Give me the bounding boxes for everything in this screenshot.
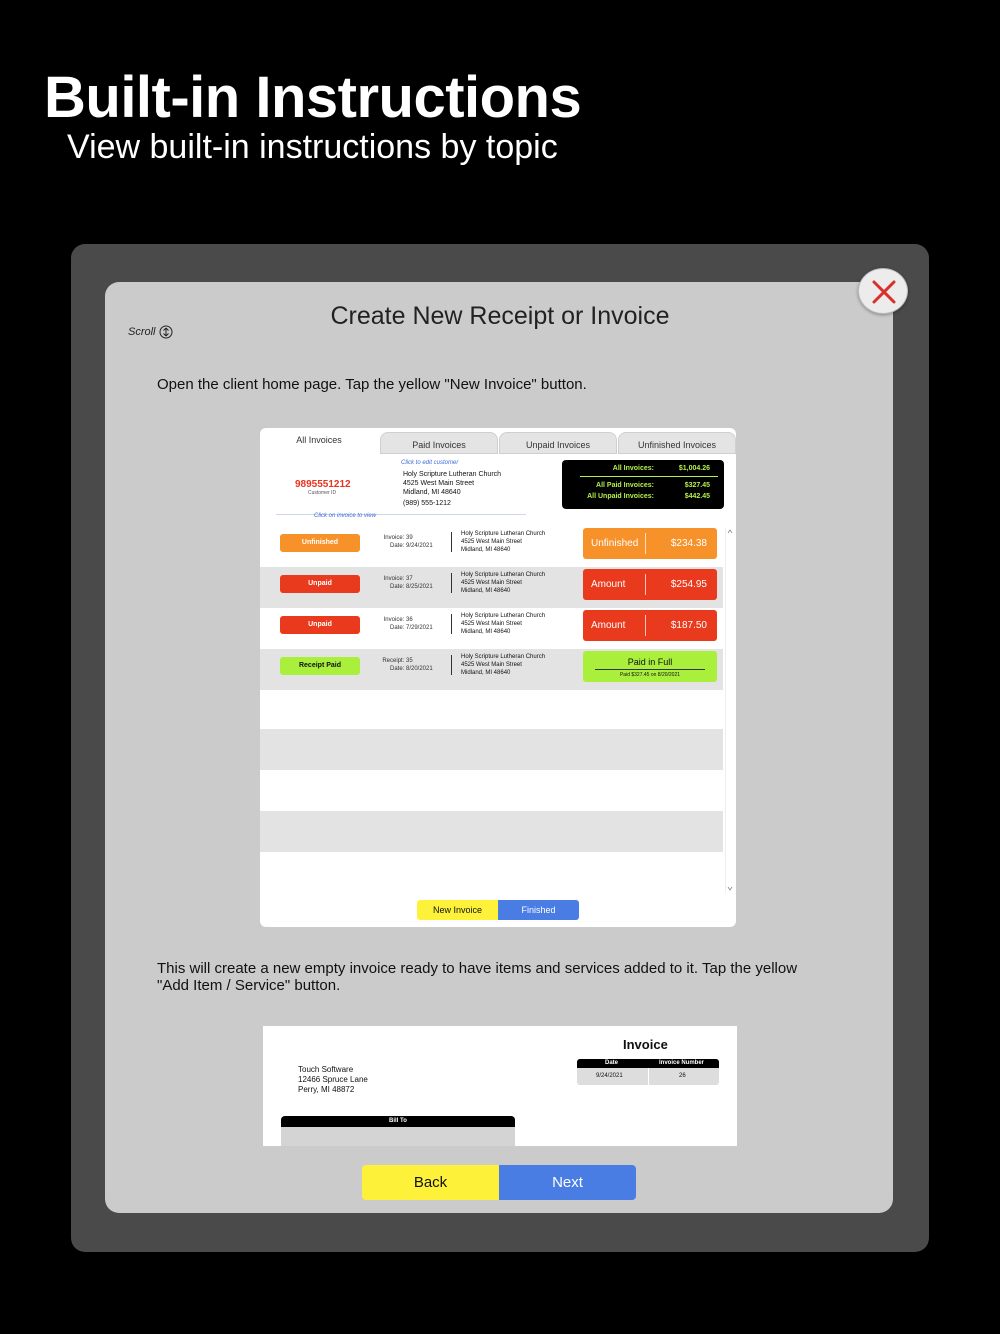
edit-customer-hint: Click to edit customer <box>401 460 459 466</box>
empty-row <box>260 690 723 731</box>
invoice-row[interactable] <box>260 526 723 567</box>
invoice-number-header: Invoice Number <box>659 1060 705 1066</box>
amount-box <box>583 651 717 682</box>
tab-paid-invoices[interactable]: Paid Invoices <box>380 432 498 454</box>
empty-row <box>260 811 723 852</box>
sender-street: 12466 Spruce Lane <box>298 1075 368 1084</box>
summary-label: All Paid Invoices: <box>596 482 654 489</box>
status-badge: Receipt Paid <box>280 657 360 675</box>
summary-divider <box>580 476 718 477</box>
tab-unpaid-invoices[interactable]: Unpaid Invoices <box>499 432 617 454</box>
customer-phone: (989) 555-1212 <box>403 500 451 507</box>
paid-date-label: Paid $327.45 on 8/20/2021 <box>619 672 681 678</box>
invoice-date[interactable]: 9/24/2021 <box>596 1073 623 1079</box>
new-invoice-button[interactable]: New Invoice <box>417 900 498 920</box>
row-address: Holy Scripture Lutheran Church 4525 West Main Street Midland, MI 48640 <box>461 654 546 676</box>
divider <box>648 1068 649 1085</box>
client-action-buttons <box>417 900 579 920</box>
status-badge: Unpaid <box>280 575 360 593</box>
invoice-meta: Invoice: 36 Date: 7/29/2021 <box>383 617 433 631</box>
empty-row <box>260 770 723 811</box>
customer-city: Midland, MI 48640 <box>403 489 461 496</box>
summary-label: All Unpaid Invoices: <box>587 493 654 500</box>
bill-to-header: Bill To <box>281 1116 515 1127</box>
status-badge: Unfinished <box>280 534 360 552</box>
invoice-meta: Receipt: 35 Date: 8/20/2021 <box>382 658 433 672</box>
row-address: Holy Scripture Lutheran Church 4525 West Main Street Midland, MI 48640 <box>461 613 546 635</box>
invoice-meta: Invoice: 39 Date: 9/24/2021 <box>383 535 433 549</box>
scroll-arrows-icon <box>726 528 734 893</box>
summary-label: All Invoices: <box>612 465 654 472</box>
paid-in-full-label: Paid in Full <box>627 657 673 667</box>
next-button[interactable]: Next <box>499 1165 636 1200</box>
sender-city: Perry, MI 48872 <box>298 1085 355 1094</box>
invoice-summary <box>562 460 724 509</box>
tab-all-invoices[interactable]: All Invoices <box>260 428 378 455</box>
view-invoice-hint: Click on invoice to view <box>314 513 377 519</box>
summary-value: $442.45 <box>684 493 710 500</box>
invoice-screenshot <box>263 1026 737 1146</box>
customer-id[interactable]: 9895551212 <box>295 479 351 490</box>
sender-name: Touch Software <box>298 1065 354 1074</box>
row-address: Holy Scripture Lutheran Church 4525 West Main Street Midland, MI 48640 <box>461 572 546 594</box>
amount-box: Unfinished $234.38 <box>583 528 717 559</box>
finished-button[interactable]: Finished <box>498 900 579 920</box>
scroll-label: Scroll <box>128 326 156 338</box>
divider <box>451 614 452 634</box>
subheadline: View built-in instructions by topic <box>67 128 558 166</box>
headline: Built-in Instructions <box>44 65 582 130</box>
customer-address[interactable] <box>403 470 501 508</box>
invoice-info-table <box>577 1059 719 1085</box>
status-badge: Unpaid <box>280 616 360 634</box>
customer-name: Holy Scripture Lutheran Church <box>403 471 502 478</box>
summary-value: $1,004.26 <box>678 465 710 472</box>
divider <box>451 532 452 552</box>
invoice-title: Invoice <box>623 1037 668 1052</box>
customer-id-label: Customer ID <box>308 490 337 496</box>
invoice-meta: Invoice: 37 Date: 8/25/2021 <box>383 576 433 590</box>
invoice-row[interactable] <box>260 567 723 608</box>
empty-row <box>260 729 723 770</box>
back-button[interactable]: Back <box>362 1165 499 1200</box>
amount-box: Amount $254.95 <box>583 569 717 600</box>
bill-to-box[interactable] <box>281 1116 515 1146</box>
divider <box>451 573 452 593</box>
client-home-screenshot <box>260 428 736 927</box>
instruction-step-1: Open the client home page. Tap the yellow "New Invoice" button. <box>157 376 587 393</box>
invoice-number[interactable]: 26 <box>679 1073 686 1079</box>
invoice-row[interactable] <box>260 608 723 649</box>
tab-unfinished-invoices[interactable]: Unfinished Invoices <box>618 432 736 454</box>
divider <box>451 655 452 675</box>
sender-address <box>298 1065 368 1095</box>
close-icon <box>872 280 896 304</box>
customer-street: 4525 West Main Street <box>403 480 475 487</box>
navigation-buttons <box>362 1165 636 1200</box>
summary-value: $327.45 <box>684 482 710 489</box>
instruction-step-2: This will create a new empty invoice ready to have items and services added to it. Tap the yellow "Add Item / Service" button. <box>157 960 798 994</box>
invoice-row[interactable] <box>260 649 723 690</box>
row-address: Holy Scripture Lutheran Church 4525 West Main Street Midland, MI 48640 <box>461 531 546 553</box>
date-header: Date <box>605 1060 619 1066</box>
panel-title: Create New Receipt or Invoice <box>330 302 670 330</box>
divider <box>595 669 705 670</box>
amount-box: Amount $187.50 <box>583 610 717 641</box>
scrollbar[interactable] <box>725 528 733 893</box>
